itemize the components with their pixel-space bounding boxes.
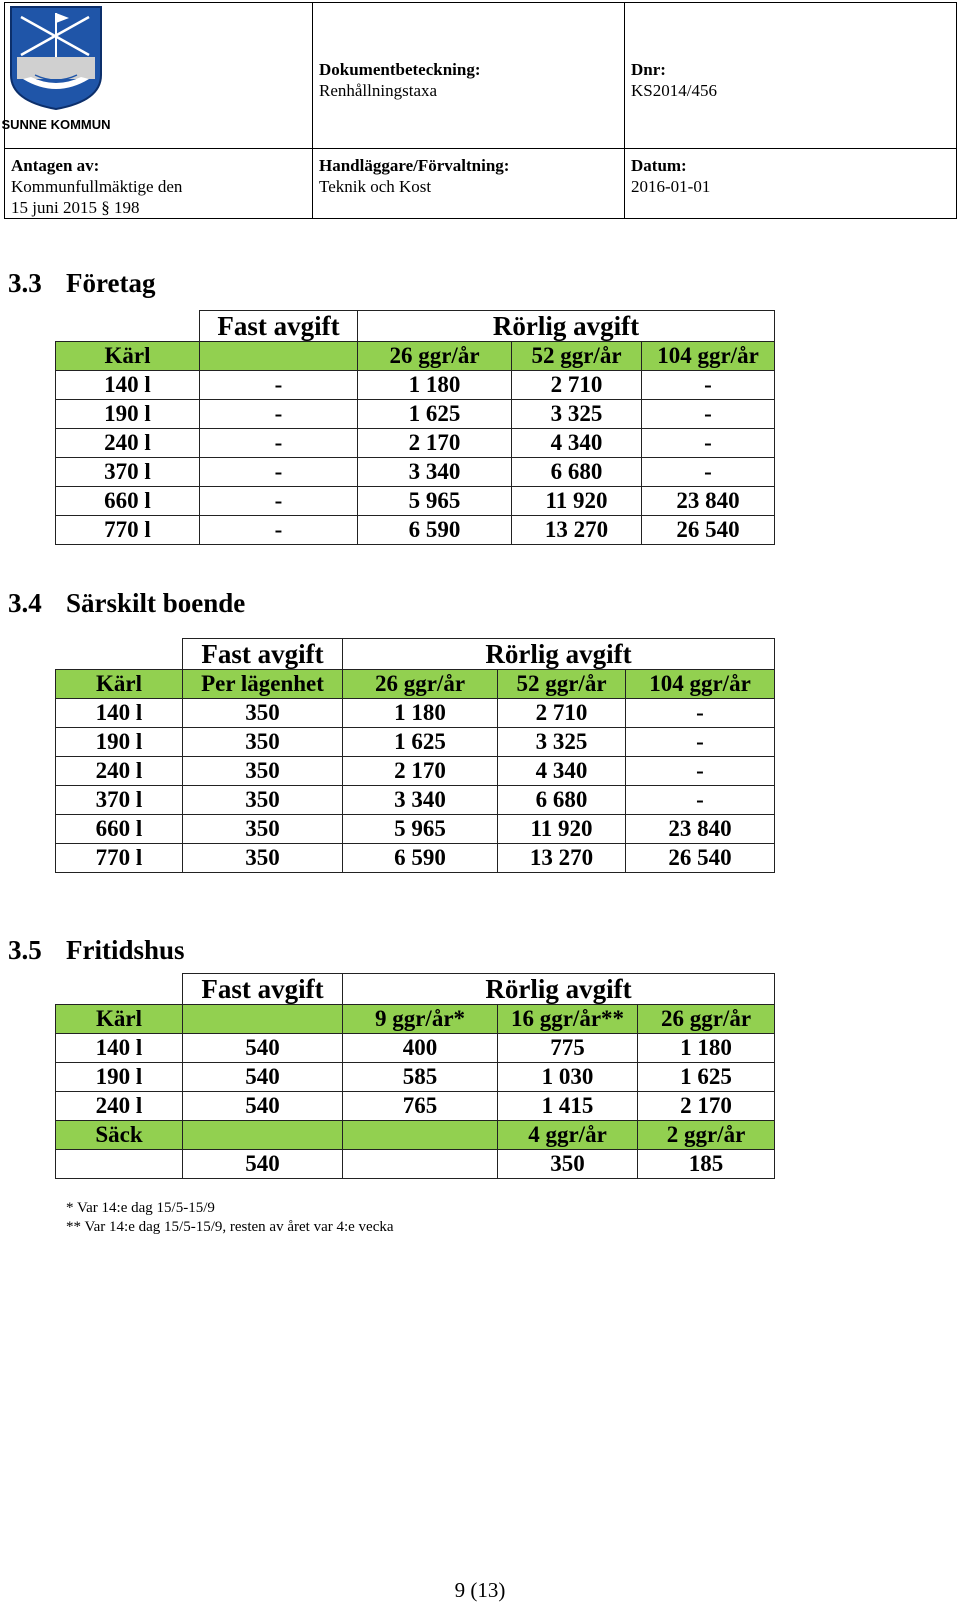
date-cell bbox=[625, 149, 957, 219]
handler-label: Handläggare/Förvaltning: bbox=[319, 156, 510, 175]
table-cell: 350 bbox=[498, 1150, 638, 1179]
table-cell bbox=[200, 342, 358, 371]
header-variable-fee: Rörlig avgift bbox=[358, 311, 775, 342]
header-fixed-fee: Fast avgift bbox=[200, 311, 358, 342]
table-cell: - bbox=[200, 400, 358, 429]
table-cell: 1 030 bbox=[498, 1063, 638, 1092]
table-cell: 350 bbox=[183, 728, 343, 757]
table-cell: 26 ggr/år bbox=[638, 1005, 775, 1034]
rate-table-foretag bbox=[55, 310, 775, 545]
table-cell bbox=[56, 1150, 183, 1179]
table-row bbox=[56, 371, 775, 400]
table-cell: 350 bbox=[183, 757, 343, 786]
table-cell: 660 l bbox=[56, 487, 200, 516]
table-cell: - bbox=[200, 487, 358, 516]
table-cell: 2 170 bbox=[358, 429, 512, 458]
table-row bbox=[56, 757, 775, 786]
table-cell: 11 920 bbox=[512, 487, 642, 516]
table-cell: 190 l bbox=[56, 400, 200, 429]
column-header-row bbox=[56, 670, 775, 699]
table-cell: 350 bbox=[183, 844, 343, 873]
table-cell: - bbox=[626, 786, 775, 815]
table-row bbox=[56, 728, 775, 757]
table-cell: 185 bbox=[638, 1150, 775, 1179]
table-row bbox=[56, 786, 775, 815]
adopted-value-line2: 15 juni 2015 § 198 bbox=[11, 198, 140, 217]
footnote-1: * Var 14:e dag 15/5-15/9 bbox=[66, 1200, 215, 1216]
table-cell: 2 170 bbox=[343, 757, 498, 786]
table-cell: - bbox=[200, 371, 358, 400]
logo-cell bbox=[1, 3, 313, 149]
table-cell: 13 270 bbox=[498, 844, 626, 873]
table-cell: 400 bbox=[343, 1034, 498, 1063]
sack-row bbox=[56, 1150, 775, 1179]
table-cell: 52 ggr/år bbox=[512, 342, 642, 371]
table-cell: Kärl bbox=[56, 670, 183, 699]
table-cell: 240 l bbox=[56, 429, 200, 458]
table-cell: 2 ggr/år bbox=[638, 1121, 775, 1150]
doc-designation-cell bbox=[313, 3, 625, 149]
table-row bbox=[56, 815, 775, 844]
table-cell: 140 l bbox=[56, 1034, 183, 1063]
table-cell bbox=[343, 1150, 498, 1179]
date-label: Datum: bbox=[631, 156, 687, 175]
table-cell: 104 ggr/år bbox=[642, 342, 775, 371]
document-header bbox=[1, 2, 957, 219]
column-header-row bbox=[56, 1005, 775, 1034]
table-cell: 190 l bbox=[56, 728, 183, 757]
table-cell: 23 840 bbox=[626, 815, 775, 844]
handler-value: Teknik och Kost bbox=[319, 177, 432, 196]
table-row bbox=[56, 458, 775, 487]
table-cell: 26 ggr/år bbox=[358, 342, 512, 371]
table-cell: 1 415 bbox=[498, 1092, 638, 1121]
table-cell: 9 ggr/år* bbox=[343, 1005, 498, 1034]
sunne-kommun-logo bbox=[1, 5, 111, 133]
table-cell: 765 bbox=[343, 1092, 498, 1121]
table-cell bbox=[343, 1121, 498, 1150]
header-variable-fee: Rörlig avgift bbox=[343, 639, 775, 670]
table-row bbox=[56, 844, 775, 873]
doc-label: Dokumentbeteckning: bbox=[319, 60, 481, 79]
table-cell: - bbox=[200, 429, 358, 458]
table-cell: 660 l bbox=[56, 815, 183, 844]
header-fixed-fee: Fast avgift bbox=[183, 639, 343, 670]
table-cell: 1 180 bbox=[358, 371, 512, 400]
table-cell: 5 965 bbox=[358, 487, 512, 516]
table-cell: - bbox=[200, 458, 358, 487]
adopted-label: Antagen av: bbox=[11, 156, 100, 175]
header-variable-fee: Rörlig avgift bbox=[343, 974, 775, 1005]
table-row bbox=[56, 699, 775, 728]
table-cell: 6 590 bbox=[358, 516, 512, 545]
table-cell: 6 590 bbox=[343, 844, 498, 873]
table-cell: 4 340 bbox=[512, 429, 642, 458]
table-row bbox=[56, 1034, 775, 1063]
table-cell: 1 625 bbox=[638, 1063, 775, 1092]
table-row bbox=[56, 1092, 775, 1121]
table-cell: 23 840 bbox=[642, 487, 775, 516]
table-cell bbox=[183, 1005, 343, 1034]
table-cell: 1 625 bbox=[343, 728, 498, 757]
section-title-sarskilt-boende: 3.4 Särskilt boende bbox=[8, 588, 246, 618]
table-cell: 6 680 bbox=[512, 458, 642, 487]
table-cell: 3 325 bbox=[498, 728, 626, 757]
table-cell: - bbox=[626, 757, 775, 786]
dnr-value: KS2014/456 bbox=[631, 81, 717, 100]
table-cell: - bbox=[642, 371, 775, 400]
table-cell: 240 l bbox=[56, 757, 183, 786]
table-cell bbox=[56, 974, 183, 1005]
table-cell: 770 l bbox=[56, 516, 200, 545]
page-number: 9 (13) bbox=[454, 1578, 506, 1602]
table-cell: 140 l bbox=[56, 371, 200, 400]
table-cell: 13 270 bbox=[512, 516, 642, 545]
table-cell: 1 625 bbox=[358, 400, 512, 429]
table-cell: 190 l bbox=[56, 1063, 183, 1092]
logo-text: SUNNE KOMMUN bbox=[1, 117, 111, 132]
table-cell: - bbox=[642, 400, 775, 429]
table-cell: 540 bbox=[183, 1063, 343, 1092]
handler-cell bbox=[313, 149, 625, 219]
dnr-cell bbox=[625, 3, 957, 149]
table-cell: 770 l bbox=[56, 844, 183, 873]
table-cell: Kärl bbox=[56, 342, 200, 371]
table-cell: 240 l bbox=[56, 1092, 183, 1121]
table-cell: 370 l bbox=[56, 786, 183, 815]
table-row bbox=[56, 429, 775, 458]
table-cell: 6 680 bbox=[498, 786, 626, 815]
table-cell: 4 340 bbox=[498, 757, 626, 786]
table-cell: - bbox=[200, 516, 358, 545]
table-row bbox=[56, 400, 775, 429]
table-cell: 585 bbox=[343, 1063, 498, 1092]
table-cell: 2 170 bbox=[638, 1092, 775, 1121]
rate-table-sarskilt-boende bbox=[55, 638, 775, 873]
table-cell: 3 340 bbox=[358, 458, 512, 487]
table-cell: 540 bbox=[183, 1150, 343, 1179]
table-cell: 1 180 bbox=[343, 699, 498, 728]
table-cell bbox=[56, 311, 200, 342]
table-cell: 26 ggr/år bbox=[343, 670, 498, 699]
table-row bbox=[56, 487, 775, 516]
table-cell: 370 l bbox=[56, 458, 200, 487]
table-cell: 540 bbox=[183, 1034, 343, 1063]
adopted-value-line1: Kommunfullmäktige den bbox=[11, 177, 183, 196]
table-cell: 52 ggr/år bbox=[498, 670, 626, 699]
table-row bbox=[56, 1063, 775, 1092]
table-cell: 26 540 bbox=[626, 844, 775, 873]
table-cell: - bbox=[626, 728, 775, 757]
table-cell: 3 340 bbox=[343, 786, 498, 815]
table-cell: 350 bbox=[183, 786, 343, 815]
table-cell: 4 ggr/år bbox=[498, 1121, 638, 1150]
table-cell bbox=[56, 639, 183, 670]
table-cell: Kärl bbox=[56, 1005, 183, 1034]
section-title-fritidshus: 3.5 Fritidshus bbox=[8, 935, 185, 965]
table-cell: 16 ggr/år** bbox=[498, 1005, 638, 1034]
table-cell: 5 965 bbox=[343, 815, 498, 844]
table-cell: 2 710 bbox=[498, 699, 626, 728]
footnote-2: ** Var 14:e dag 15/5-15/9, resten av året var 4:e vecka bbox=[66, 1219, 394, 1235]
table-cell: 3 325 bbox=[512, 400, 642, 429]
doc-value: Renhållningstaxa bbox=[319, 81, 438, 100]
column-header-row bbox=[56, 342, 775, 371]
dnr-label: Dnr: bbox=[631, 60, 666, 79]
table-cell: Per lägenhet bbox=[183, 670, 343, 699]
sack-header-row bbox=[56, 1121, 775, 1150]
section-title-foretag: 3.3 Företag bbox=[8, 268, 156, 298]
table-row bbox=[56, 516, 775, 545]
table-cell: 11 920 bbox=[498, 815, 626, 844]
table-cell: 350 bbox=[183, 699, 343, 728]
table-cell: 540 bbox=[183, 1092, 343, 1121]
date-value: 2016-01-01 bbox=[631, 177, 711, 196]
table-cell bbox=[183, 1121, 343, 1150]
table-cell: Säck bbox=[56, 1121, 183, 1150]
table-cell: 775 bbox=[498, 1034, 638, 1063]
table-cell: 140 l bbox=[56, 699, 183, 728]
table-cell: - bbox=[642, 429, 775, 458]
header-fixed-fee: Fast avgift bbox=[183, 974, 343, 1005]
table-cell: 1 180 bbox=[638, 1034, 775, 1063]
table-cell: 2 710 bbox=[512, 371, 642, 400]
table-cell: 26 540 bbox=[642, 516, 775, 545]
table-cell: - bbox=[642, 458, 775, 487]
table-cell: - bbox=[626, 699, 775, 728]
adopted-cell bbox=[5, 149, 313, 219]
table-cell: 350 bbox=[183, 815, 343, 844]
table-cell: 104 ggr/år bbox=[626, 670, 775, 699]
rate-table-fritidshus bbox=[55, 973, 775, 1179]
